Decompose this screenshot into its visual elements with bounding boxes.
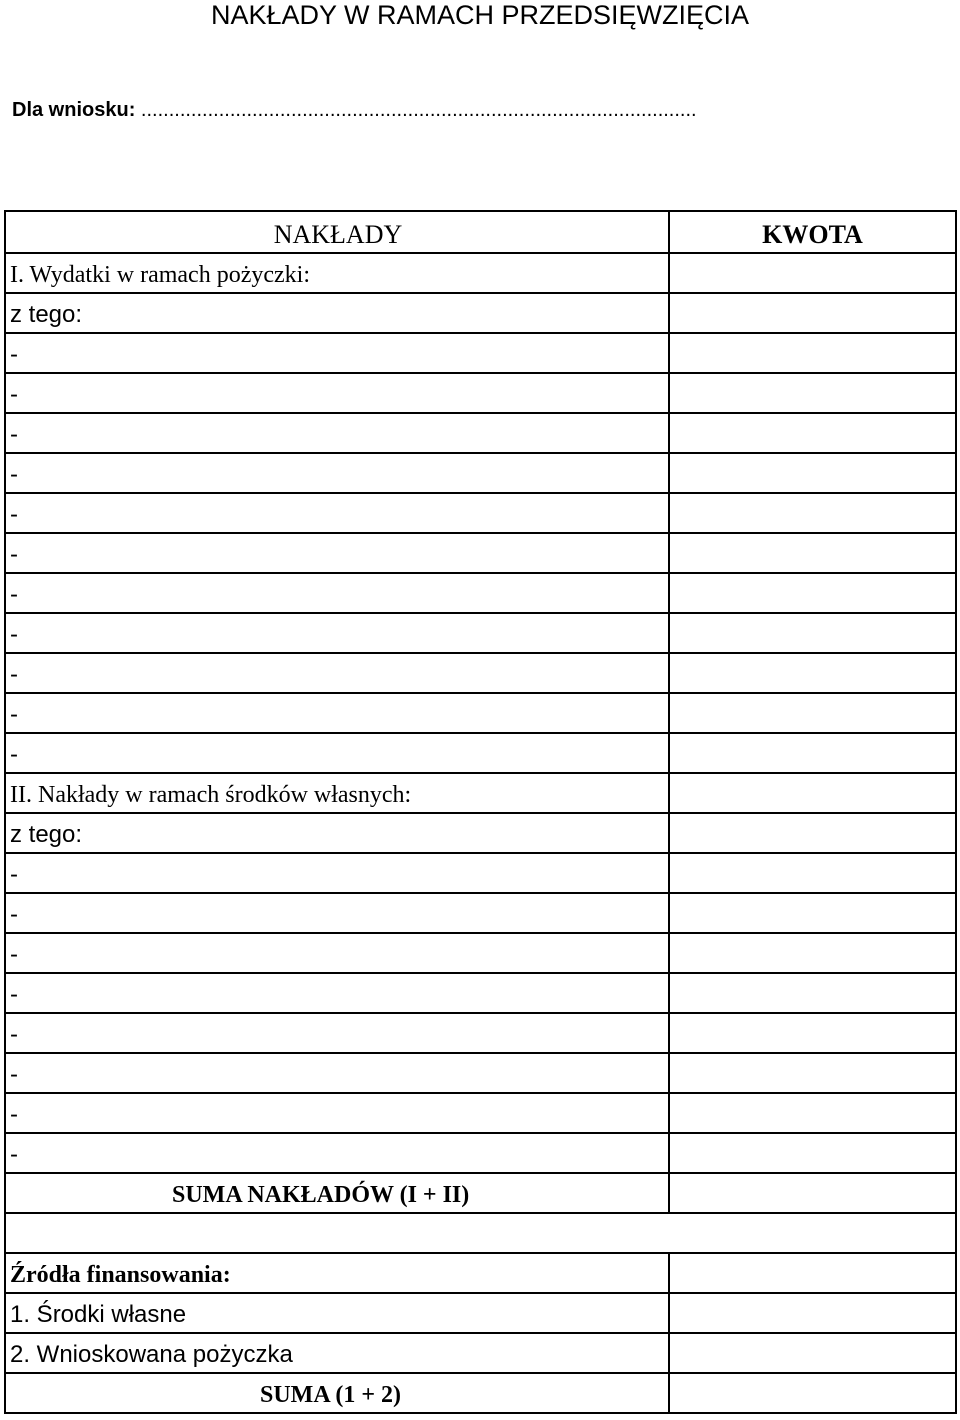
table-header-row	[4, 210, 957, 254]
amount-cell[interactable]	[668, 1134, 957, 1174]
financing-title-row	[4, 1254, 957, 1294]
application-dotted-line: ....................................................................................................	[140, 99, 697, 121]
amount-cell[interactable]	[668, 1254, 957, 1294]
item-dash: -	[10, 941, 18, 968]
table-row	[4, 614, 957, 654]
item-dash: -	[10, 901, 18, 928]
financing-total-label: SUMA (1 + 2)	[260, 1382, 401, 1408]
expenditure-table	[4, 210, 957, 1414]
amount-cell[interactable]	[668, 1294, 957, 1334]
item-dash: -	[10, 461, 18, 488]
total-expenditures-row	[4, 1174, 957, 1214]
item-dash: -	[10, 341, 18, 368]
amount-cell[interactable]	[668, 614, 957, 654]
amount-cell[interactable]	[668, 734, 957, 774]
amount-cell[interactable]	[668, 414, 957, 454]
item-dash: -	[10, 421, 18, 448]
item-cell[interactable]	[4, 654, 670, 694]
table-row	[4, 574, 957, 614]
table-row	[4, 854, 957, 894]
section2-subheader: z tego:	[10, 821, 83, 848]
item-dash: -	[10, 581, 18, 608]
item-dash: -	[10, 621, 18, 648]
section2-subheader-row	[4, 814, 957, 854]
amount-cell[interactable]	[668, 534, 957, 574]
financing-row	[4, 1334, 957, 1374]
amount-cell[interactable]	[668, 574, 957, 614]
amount-cell[interactable]	[668, 454, 957, 494]
item-cell[interactable]	[4, 534, 670, 574]
amount-cell[interactable]	[668, 334, 957, 374]
table-row	[4, 414, 957, 454]
item-cell[interactable]	[4, 694, 670, 734]
table-row	[4, 1054, 957, 1094]
table-row	[4, 454, 957, 494]
amount-cell[interactable]	[668, 254, 957, 294]
item-cell[interactable]	[4, 454, 670, 494]
item-dash: -	[10, 701, 18, 728]
table-row	[4, 734, 957, 774]
item-cell[interactable]	[4, 334, 670, 374]
table-row	[4, 694, 957, 734]
table-row	[4, 374, 957, 414]
header-label-expenditures: NAKŁADY	[273, 220, 403, 249]
item-dash: -	[10, 861, 18, 888]
table-row	[4, 494, 957, 534]
table-row	[4, 534, 957, 574]
item-dash: -	[10, 541, 18, 568]
amount-cell[interactable]	[668, 974, 957, 1014]
amount-cell[interactable]	[668, 294, 957, 334]
amount-cell[interactable]	[668, 494, 957, 534]
table-row	[4, 894, 957, 934]
item-dash: -	[10, 1141, 18, 1168]
section1-subheader: z tego:	[10, 301, 83, 328]
table-row	[4, 654, 957, 694]
amount-cell[interactable]	[668, 374, 957, 414]
item-cell[interactable]	[4, 494, 670, 534]
table-row	[4, 974, 957, 1014]
amount-cell[interactable]	[668, 1014, 957, 1054]
amount-cell[interactable]	[668, 694, 957, 734]
item-dash: -	[10, 1061, 18, 1088]
page-title: NAKŁADY W RAMACH PRZEDSIĘWZIĘCIA	[210, 0, 750, 30]
table-row	[4, 1094, 957, 1134]
financing-row	[4, 1294, 957, 1334]
financing-own-funds: 1. Środki własne	[10, 1301, 187, 1328]
amount-cell[interactable]	[668, 934, 957, 974]
header-cell-nakłady	[4, 210, 670, 254]
section1-title: I. Wydatki w ramach pożyczki:	[10, 262, 310, 288]
item-dash: -	[10, 501, 18, 528]
amount-cell[interactable]	[668, 894, 957, 934]
header-cell-kwota	[668, 210, 957, 254]
item-cell[interactable]	[4, 374, 670, 414]
financing-title: Źródła finansowania:	[10, 1262, 231, 1288]
amount-cell[interactable]	[668, 1374, 957, 1414]
total-expenditures-label: SUMA NAKŁADÓW (I + II)	[172, 1182, 470, 1208]
item-dash: -	[10, 661, 18, 688]
application-label: Dla wniosku:	[12, 99, 136, 121]
item-cell[interactable]	[4, 1134, 670, 1174]
section1-title-row	[4, 254, 957, 294]
item-cell[interactable]	[4, 1014, 670, 1054]
table-row	[4, 934, 957, 974]
item-cell[interactable]	[4, 574, 670, 614]
item-cell[interactable]	[4, 614, 670, 654]
financing-total-row	[4, 1374, 957, 1414]
item-cell[interactable]	[4, 974, 670, 1014]
table-row	[4, 1014, 957, 1054]
item-dash: -	[10, 381, 18, 408]
amount-cell[interactable]	[668, 1334, 957, 1374]
item-cell[interactable]	[4, 1094, 670, 1134]
application-field[interactable]	[12, 96, 697, 124]
amount-cell[interactable]	[668, 1094, 957, 1134]
section2-title: II. Nakłady w ramach środków własnych:	[10, 782, 412, 808]
item-dash: -	[10, 741, 18, 768]
item-dash: -	[10, 1101, 18, 1128]
item-cell[interactable]	[4, 1054, 670, 1094]
item-dash: -	[10, 981, 18, 1008]
table-row	[4, 334, 957, 374]
amount-cell[interactable]	[668, 654, 957, 694]
table-row	[4, 1134, 957, 1174]
financing-requested-loan: 2. Wnioskowana pożyczka	[10, 1341, 293, 1368]
section1-subheader-row	[4, 294, 957, 334]
header-label-amount: KWOTA	[762, 220, 863, 249]
amount-cell[interactable]	[668, 814, 957, 854]
item-cell[interactable]	[4, 934, 670, 974]
amount-cell[interactable]	[668, 854, 957, 894]
item-cell[interactable]	[4, 414, 670, 454]
item-cell[interactable]	[4, 854, 670, 894]
section2-title-row	[4, 774, 957, 814]
amount-cell[interactable]	[668, 1054, 957, 1094]
spacer-row	[4, 1214, 957, 1254]
item-dash: -	[10, 1021, 18, 1048]
amount-cell[interactable]	[668, 1174, 957, 1214]
item-cell[interactable]	[4, 894, 670, 934]
item-cell[interactable]	[4, 734, 670, 774]
amount-cell[interactable]	[668, 774, 957, 814]
